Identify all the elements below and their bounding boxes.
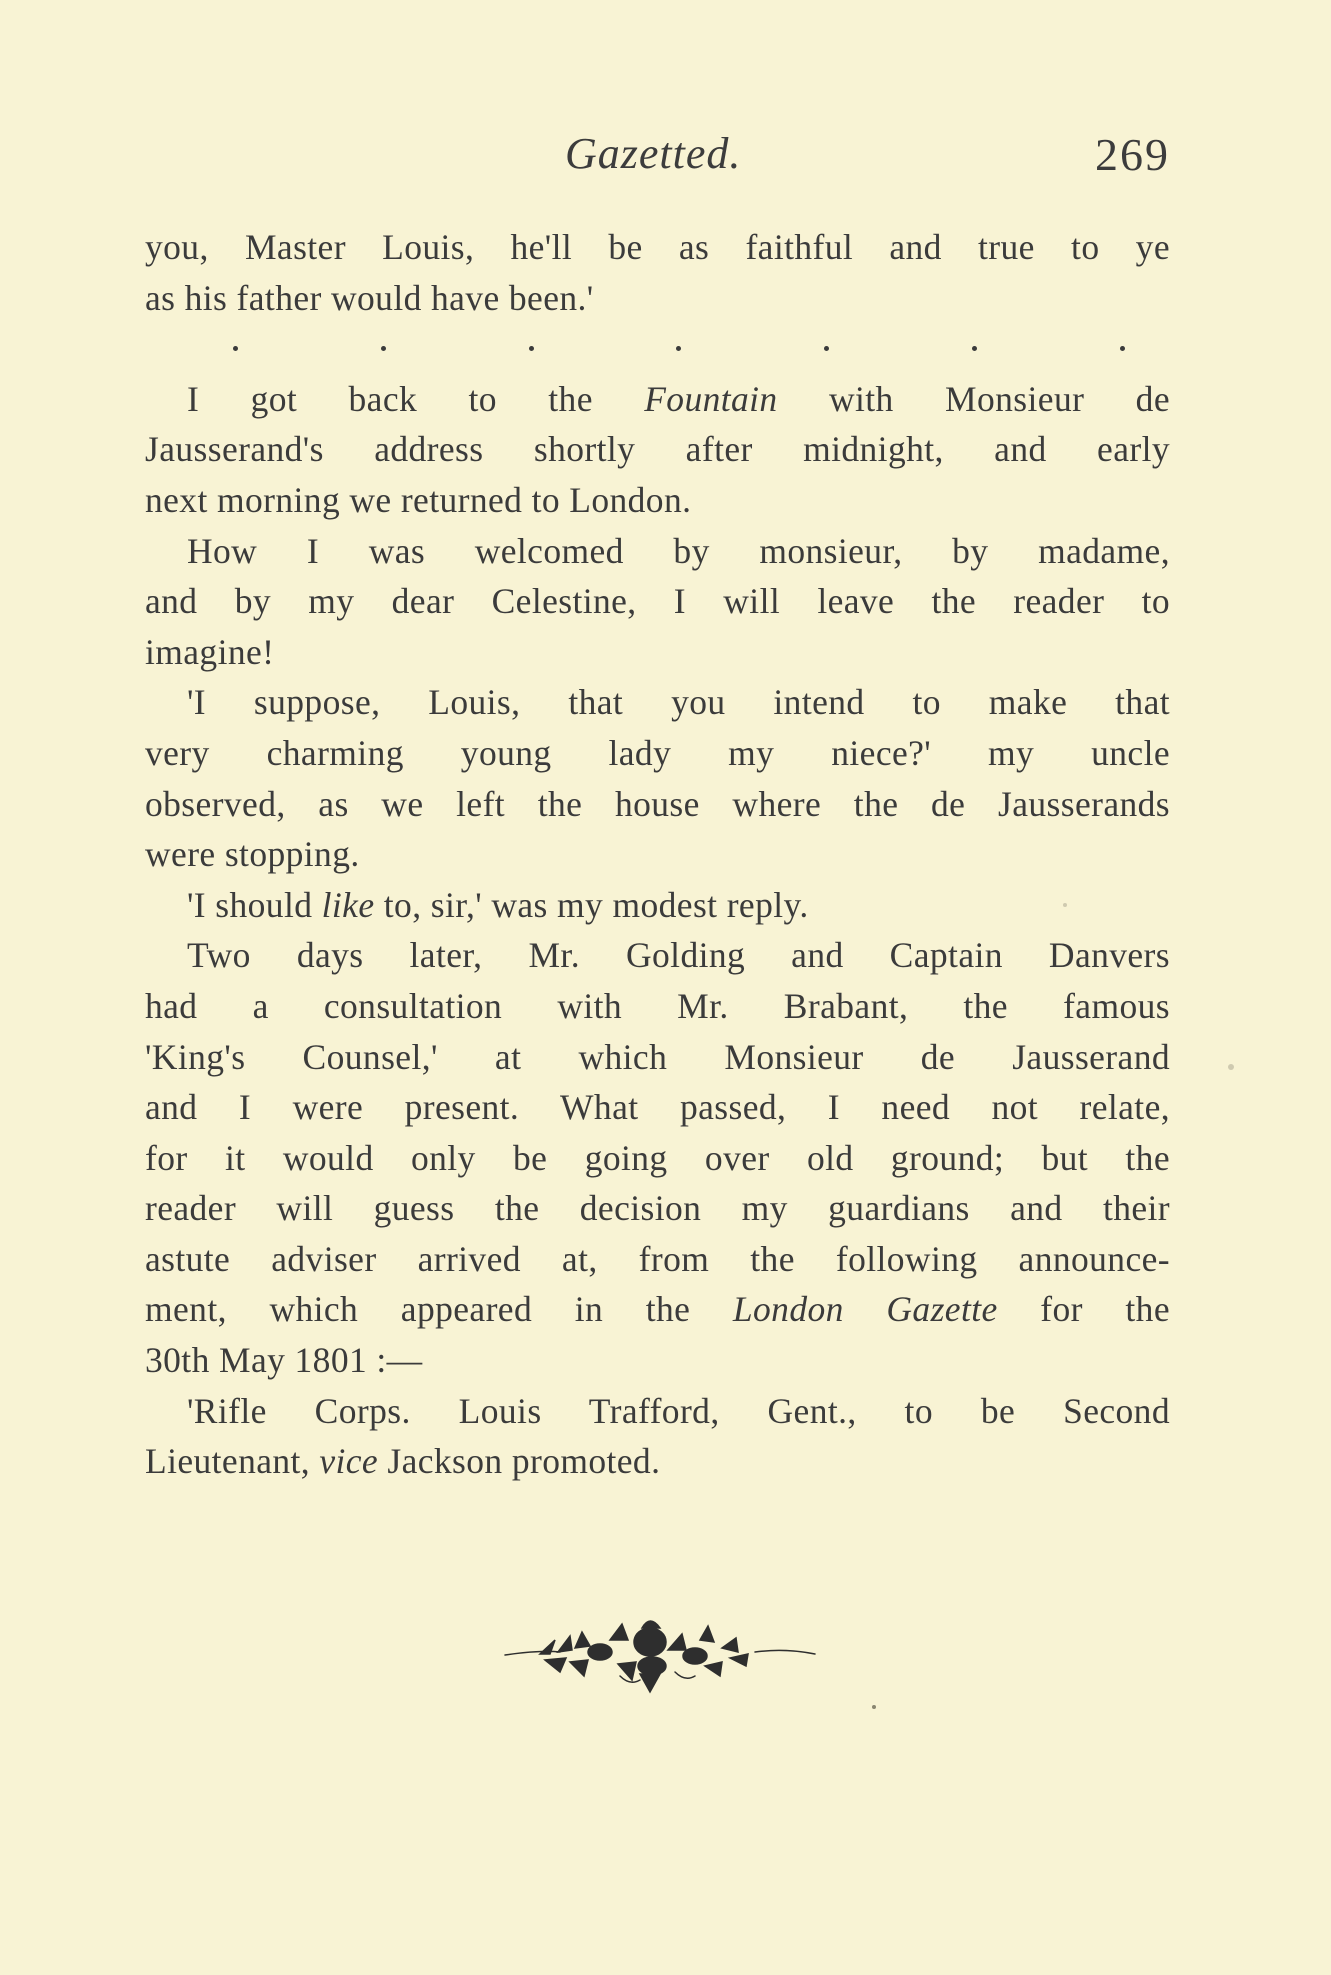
text-run: for the bbox=[997, 1289, 1170, 1330]
text-line: observed, as we left the house where the de Jausserands bbox=[145, 783, 1170, 824]
text-line: were stopping. bbox=[145, 834, 360, 875]
text-line: and by my dear Celestine, I will leave the reader to bbox=[145, 581, 1170, 622]
dot bbox=[233, 346, 238, 351]
paper-speck bbox=[1063, 903, 1067, 907]
text-run: to, sir,' was my modest reply. bbox=[374, 884, 809, 925]
text-line: 'King's Counsel,' at which Monsieur de Jausserand bbox=[145, 1036, 1170, 1077]
section-break-dots bbox=[145, 323, 1170, 374]
text-line: next morning we returned to London. bbox=[145, 479, 692, 520]
text-run: ment, which appeared in the bbox=[145, 1289, 733, 1330]
text-run: Lieutenant, bbox=[145, 1441, 320, 1482]
dot bbox=[1120, 346, 1125, 351]
dot bbox=[824, 346, 829, 351]
italic-run: like bbox=[321, 884, 375, 925]
dot bbox=[972, 346, 977, 351]
running-head-title: Gazetted. bbox=[565, 129, 742, 178]
dot bbox=[529, 346, 534, 351]
text-line: as his father would have been.' bbox=[145, 277, 594, 318]
text-line: reader will guess the decision my guardians and their bbox=[145, 1188, 1170, 1229]
italic-run: London Gazette bbox=[732, 1289, 998, 1330]
text-line: imagine! bbox=[145, 631, 275, 672]
text-line: Two days later, Mr. Golding and Captain Danvers bbox=[187, 935, 1170, 976]
text-line: 'I suppose, Louis, that you intend to make that bbox=[187, 682, 1170, 723]
text-line: 30th May 1801 :— bbox=[145, 1340, 423, 1381]
text-line: and I were present. What passed, I need not relate, bbox=[145, 1087, 1170, 1128]
dot bbox=[381, 346, 386, 351]
italic-run: Fountain bbox=[644, 378, 778, 419]
text-line bbox=[145, 1436, 1170, 1487]
text-line: for it would only be going over old ground; but the bbox=[145, 1137, 1170, 1178]
text-run: Jackson promoted. bbox=[378, 1441, 661, 1482]
page-number: 269 bbox=[1095, 129, 1170, 180]
text-line: very charming young lady my niece?' my uncle bbox=[145, 732, 1170, 773]
text-line: you, Master Louis, he'll be as faithful and true to ye bbox=[145, 227, 1170, 267]
body-text bbox=[145, 222, 1170, 1487]
floral-ornament-icon bbox=[500, 1610, 820, 1700]
text-run: 'I should bbox=[187, 884, 322, 925]
text-run: I got back to the bbox=[187, 378, 645, 419]
text-line bbox=[145, 374, 1170, 425]
running-head bbox=[145, 128, 1170, 188]
text-line: astute adviser arrived at, from the following announce- bbox=[145, 1238, 1170, 1279]
text-line bbox=[145, 880, 1170, 931]
dot bbox=[676, 346, 681, 351]
text-line: 'Rifle Corps. Louis Trafford, Gent., to be Second bbox=[187, 1390, 1170, 1431]
text-line: Jausserand's address shortly after midnight, and early bbox=[145, 429, 1170, 470]
text-line: How I was welcomed by monsieur, by madame, bbox=[187, 530, 1170, 571]
paper-speck bbox=[1228, 1064, 1234, 1070]
italic-run: vice bbox=[319, 1441, 379, 1482]
paper-speck bbox=[872, 1705, 876, 1709]
text-run: with Monsieur de bbox=[777, 378, 1170, 419]
text-line: had a consultation with Mr. Brabant, the famous bbox=[145, 985, 1170, 1026]
text-line bbox=[145, 1284, 1170, 1335]
